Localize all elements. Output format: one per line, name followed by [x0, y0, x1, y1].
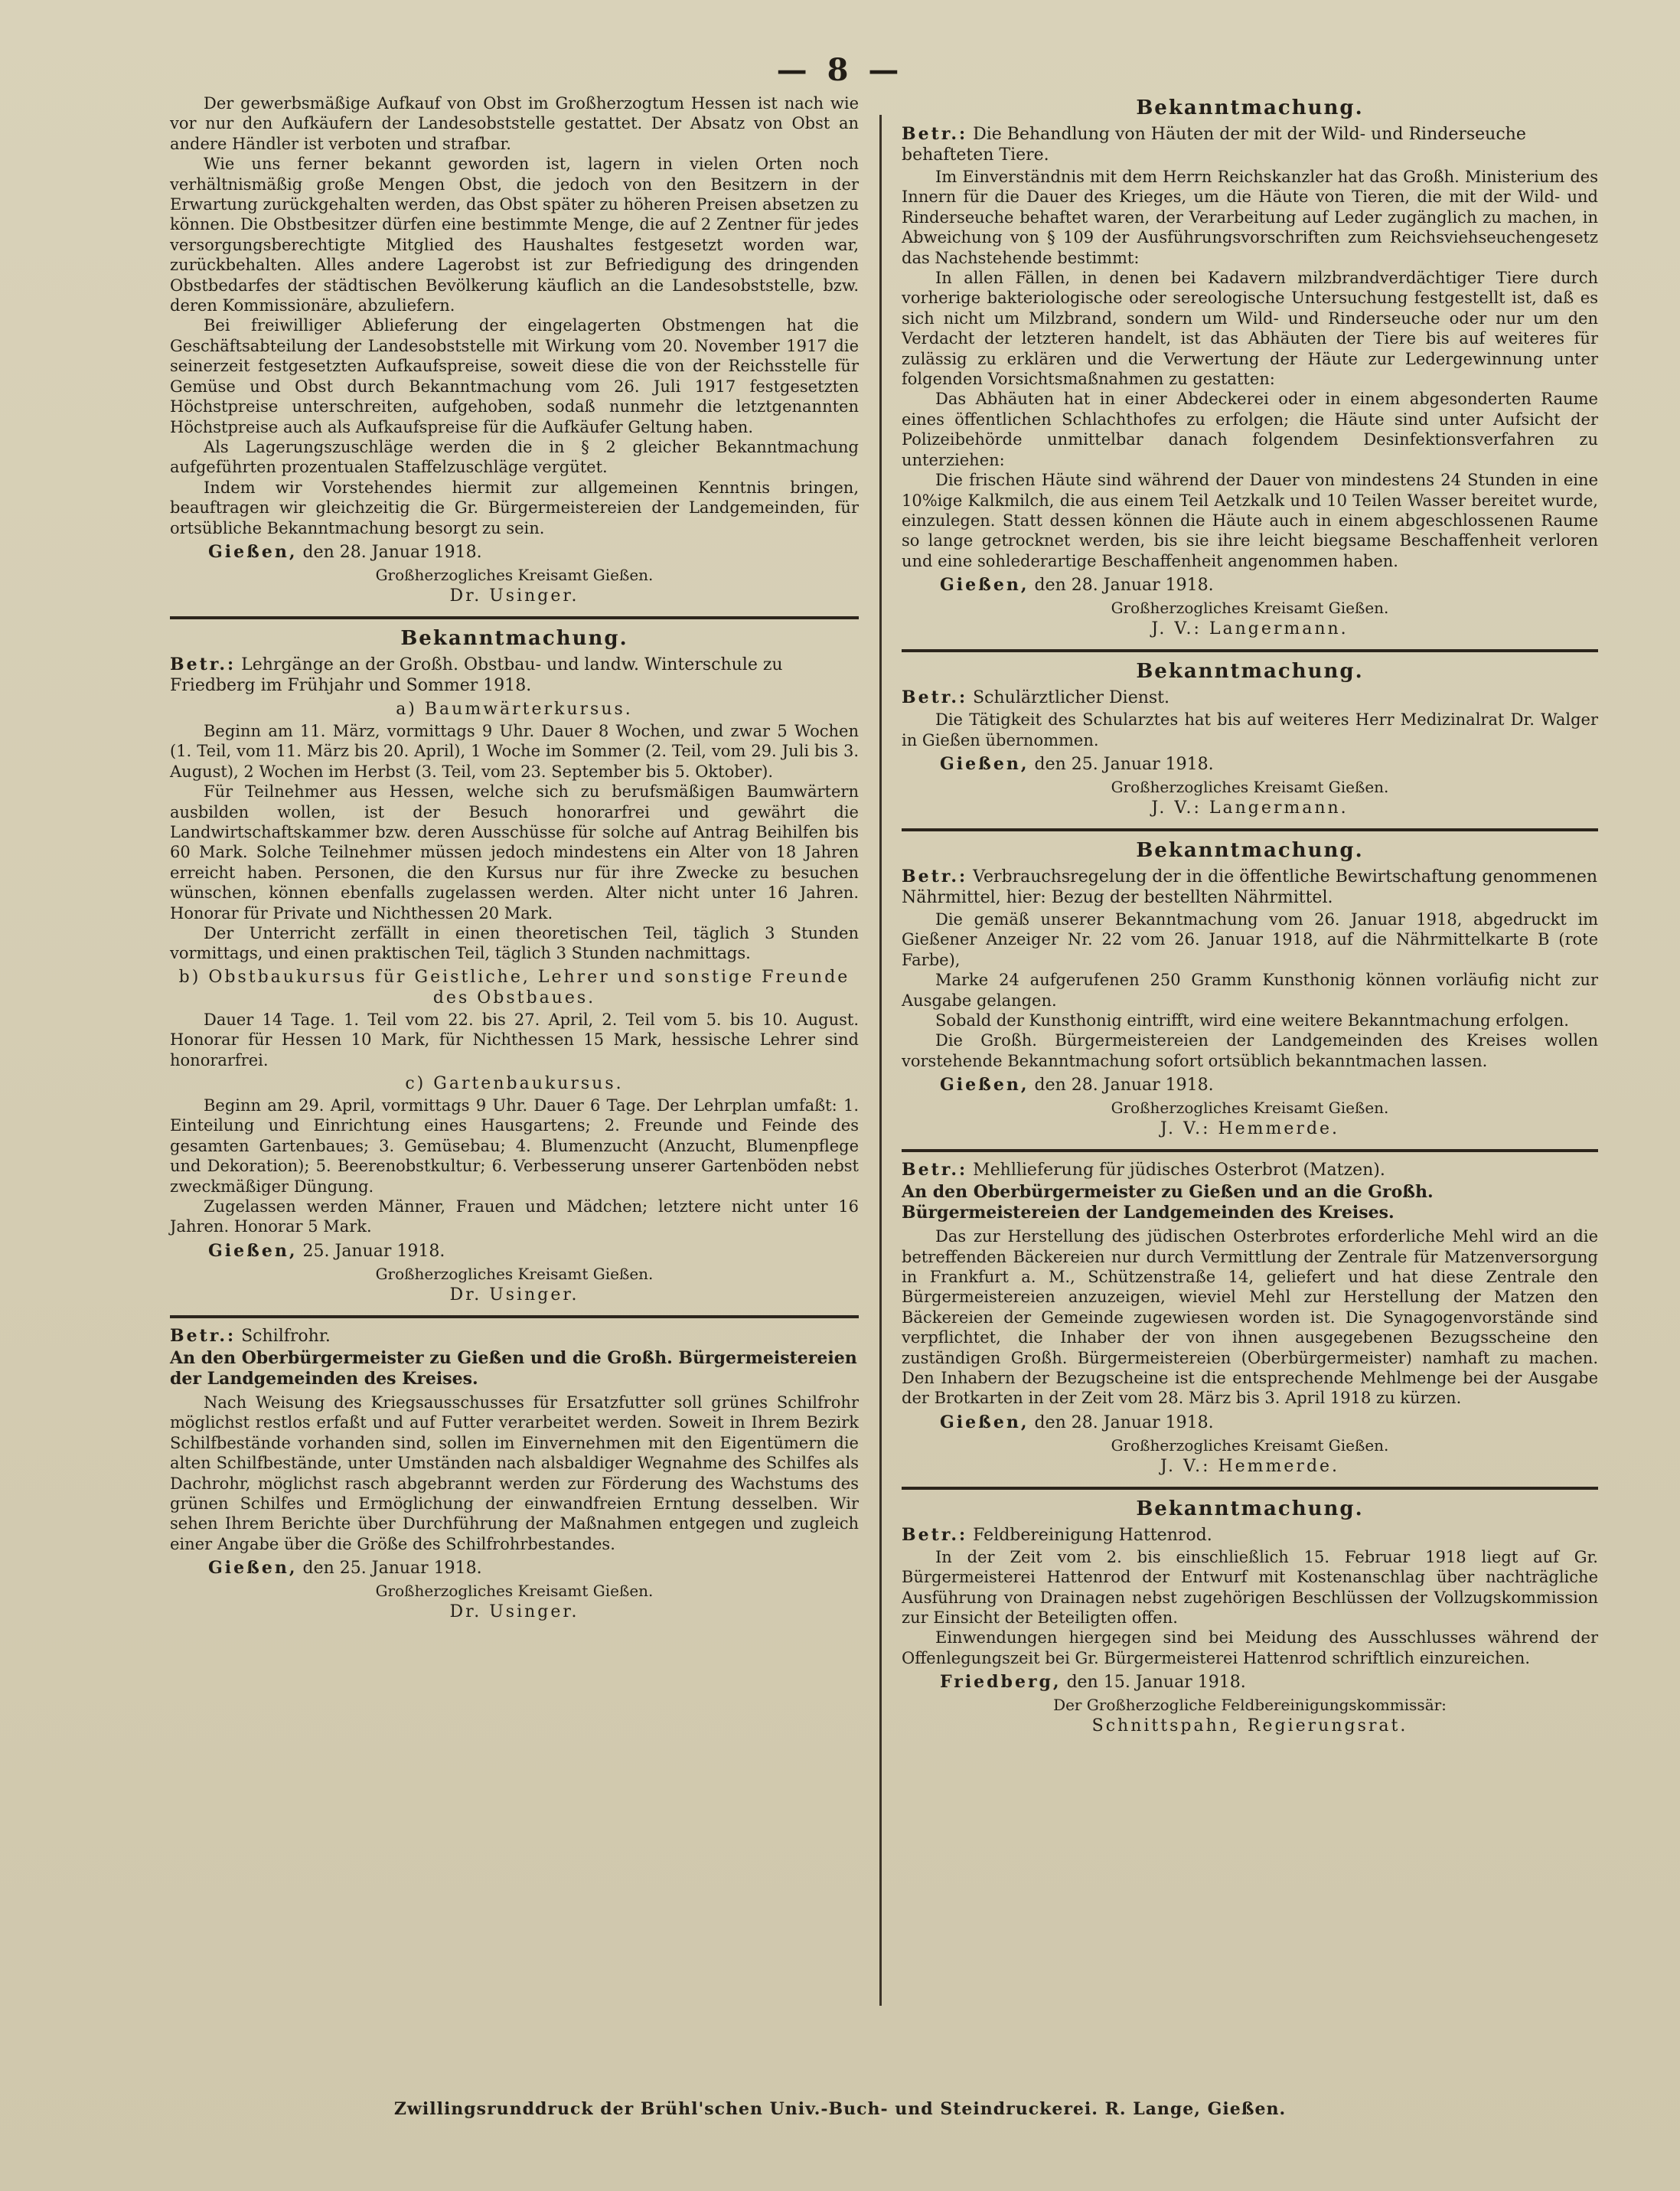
signature: Dr. Usinger. [449, 586, 579, 606]
paragraph: Als Lagerungszuschläge werden die in § 2 gleicher Bekanntmachung aufgeführten prozentualen Staffelzuschläge vergütet. [170, 437, 859, 477]
notice-lehrgaenge [170, 627, 859, 1306]
signature: J. V.: Langermann. [1151, 619, 1349, 639]
place-date [208, 1557, 859, 1579]
date: den 28. Januar 1918. [1034, 1412, 1214, 1432]
notice-haeute [902, 96, 1598, 640]
section-rule [902, 828, 1598, 831]
section-rule [170, 1315, 859, 1318]
subject-line [902, 867, 1598, 908]
issuing-office: Großherzogliches Kreisamt Gießen. [375, 1264, 654, 1283]
notice-body [902, 909, 1598, 1071]
signature: J. V.: Langermann. [1151, 798, 1349, 818]
paragraph: Nach Weisung des Kriegsausschusses für Ersatzfutter soll grünes Schilfrohr möglichst restlos erfaßt und auf Futter verarbeitet werden. Soweit in Ihrem Bezirk Schilfbestände vorhanden sind, sollen im Einvernehmen mit den Eigentümern die alten Schilfbestände, unter Umständen nach alsbaldiger Wegnahme des Schilfes als Dachrohr, möglichst rasch abgebrannt werden zur Förderung des Wachstums des grünen Schilfes und Ermöglichung der einwandfreien Erntung desselben. Wir sehen Ihrem Berichte über Durchführung der Maßnahmen entgegen und zugleich einer Angabe über die Größe des Schilfrohrbestandes. [170, 1393, 859, 1553]
paragraph: Die Tätigkeit des Schularztes hat bis auf weiteres Herr Medizinalrat Dr. Walger in Gießen übernommen. [902, 710, 1598, 749]
date: 25. Januar 1918. [302, 1241, 445, 1261]
paragraph: Die gemäß unserer Bekanntmachung vom 26. Januar 1918, abgedruckt im Gießener Anzeiger Nr. 22 vom 26. Januar 1918, auf die Nährmittelkarte B (rote Farbe), [902, 909, 1598, 969]
paragraph: Das Abhäuten hat in einer Abdeckerei oder in einem abgesonderten Raume eines öffentlichen Schlachthofes zu erfolgen; die Häute sind unter Aufsicht der Polizeibehörde unmittelbar danach folgendem Desinfektionsverfahren zu unterziehen: [902, 390, 1598, 469]
place-name: Gießen, [940, 575, 1029, 596]
place-name: Gießen, [208, 1558, 298, 1579]
signature: J. V.: Hemmerde. [1160, 1119, 1340, 1139]
notice-feldbereinigung [902, 1497, 1598, 1737]
subject-label: Betr.: [902, 1160, 968, 1180]
place-date [208, 1240, 859, 1262]
paragraph: Für Teilnehmer aus Hessen, welche sich zu berufsmäßigen Baumwärtern ausbilden wollen, ist der Besuch honorarfrei und gewährt die Landwirtschaftskammer bzw. deren Ausschüsse für solche auf Antrag Beihilfen bis 60 Mark. Solche Teilnehmer müssen jedoch mindestens ein Alter von 18 Jahren erreicht haben. Personen, die den Kursus nur für ihre Zwecke zu besuchen wünschen, können ebenfalls zugelassen werden. Alter nicht unter 16 Jahren. Honorar für Private und Nichthessen 20 Mark. [170, 782, 859, 922]
paragraph: Der gewerbsmäßige Aufkauf von Obst im Großherzogtum Hessen ist nach wie vor nur den Aufkäufern der Landesobststelle gestattet. Der Absatz von Obst an andere Händler ist verboten und strafbar. [170, 94, 859, 153]
subject-text: Mehllieferung für jüdisches Osterbrot (Matzen). [973, 1161, 1385, 1180]
place-date [208, 541, 859, 563]
right-column [902, 93, 1598, 1737]
place-date [940, 1412, 1598, 1434]
subject-label: Betr.: [902, 866, 968, 887]
section-rule [902, 1149, 1598, 1152]
notice-matzen [902, 1160, 1598, 1478]
signature: Dr. Usinger. [449, 1602, 579, 1622]
place-name: Gießen, [940, 1412, 1029, 1432]
place-date [940, 753, 1598, 776]
notice-body [170, 93, 859, 538]
subject-text: Schulärztlicher Dienst. [973, 688, 1170, 708]
notice-obst-aufkauf [170, 93, 859, 607]
notice-body [902, 1547, 1598, 1668]
paragraph: Die Großh. Bürgermeistereien der Landgemeinden des Kreises wollen vorstehende Bekanntmachung sofort ortsüblich bekanntmachen lassen. [902, 1031, 1598, 1070]
notice-schilfrohr [170, 1326, 859, 1623]
subject-text: Lehrgänge an der Großh. Obstbau- und landw. Winterschule zu Friedberg im Frühjahr und Sommer 1918. [170, 655, 783, 695]
paragraph: Im Einverständnis mit dem Herrn Reichskanzler hat das Großh. Ministerium des Innern für die Dauer des Krieges, um die Häute von Tieren, die mit der Wild- und Rinderseuche behaftet waren, der Verarbeitung auf Leder zugänglich zu machen, in Abweichung von § 109 der Ausführungsvorschriften zum Reichsviehseuchengesetz das Nachstehende bestimmt: [902, 168, 1598, 267]
notice-body [902, 710, 1598, 750]
subject-text: Feldbereinigung Hattenrod. [973, 1525, 1212, 1545]
section-rule [902, 649, 1598, 652]
subject-line [902, 1160, 1598, 1180]
place-name: Gießen, [940, 753, 1029, 774]
issuing-office: Großherzogliches Kreisamt Gießen. [1111, 777, 1389, 796]
notice-body [902, 1226, 1598, 1409]
addressee: An den Oberbürgermeister zu Gießen und an die Großh. Bürgermeistereien der Landgemeinden des Kreises. [902, 1182, 1434, 1223]
paragraph: Zugelassen werden Männer, Frauen und Mädchen; letztere nicht unter 16 Jahren. Honorar 5 Mark. [170, 1197, 859, 1236]
paragraph: Marke 24 aufgerufenen 250 Gramm Kunsthonig können vorläufig nicht zur Ausgabe gelangen. [902, 971, 1598, 1010]
notice-heading: Bekanntmachung. [1136, 660, 1364, 684]
issuing-office: Großherzogliches Kreisamt Gießen. [1111, 1099, 1389, 1118]
printer-imprint: Zwillingsrunddruck der Brühl'schen Univ.-Buch- und Steindruckerei. R. Lange, Gießen. [393, 2099, 1287, 2119]
date: den 25. Januar 1918. [1034, 754, 1214, 774]
place-date [940, 1074, 1598, 1096]
place-name: Gießen, [208, 541, 298, 562]
paragraph: Indem wir Vorstehendes hiermit zur allgemeinen Kenntnis bringen, beauftragen wir gleichzeitig die Gr. Bürgermeistereien der Landgemeinden, für ortsübliche Bekanntmachung besorgt zu sein. [170, 478, 859, 537]
paragraph: In der Zeit vom 2. bis einschließlich 15. Februar 1918 liegt auf Gr. Bürgermeisterei Hattenrod der Entwurf mit Kostenanschlag über nachträgliche Ausführung von Drainagen nebst zugehörigen Beschlüssen der Vollzugskommission zur Einsicht der Beteiligten offen. [902, 1547, 1598, 1628]
subject-line [170, 655, 859, 696]
place-name: Gießen, [940, 1075, 1029, 1096]
paragraph: Der Unterricht zerfällt in einen theoretischen Teil, täglich 3 Stunden vormittags, und einen praktischen Teil, täglich 3 Stunden nachmittags. [170, 924, 859, 963]
column-divider [879, 115, 882, 2006]
paragraph: Beginn am 11. März, vormittags 9 Uhr. Dauer 8 Wochen, und zwar 5 Wochen (1. Teil, vom 11. März bis 20. April), 1 Woche im Sommer (2. Teil, vom 29. Juli bis 3. August), 2 Wochen im Herbst (3. Teil, vom 23. September bis 5. Oktober). [170, 721, 859, 781]
notice-naehrmittel [902, 839, 1598, 1140]
signature: Dr. Usinger. [449, 1285, 579, 1304]
notice-heading: Bekanntmachung. [1136, 1497, 1364, 1520]
notice-heading: Bekanntmachung. [1136, 96, 1364, 119]
place-name: Gießen, [208, 1240, 298, 1261]
subject-label: Betr.: [902, 1524, 968, 1545]
paragraph: Bei freiwilliger Ablieferung der eingelagerten Obstmengen hat die Geschäftsabteilung der Landesobststelle mit Wirkung vom 20. November 1917 die seinerzeit festgesetzten Aufkaufspreise, soweit diese die von der Reichsstelle für Gemüse und Obst durch Bekanntmachung vom 26. Juli 1917 festgesetzten Höchstpreise unterschreiten, aufgehoben, sodaß nunmehr die letztgenannten Höchstpreise auch als Aufkaufspreise für die Aufkäufer Geltung haben. [170, 316, 859, 436]
notice-body [170, 1096, 859, 1237]
place-date [940, 574, 1598, 596]
subject-label: Betr.: [170, 654, 237, 674]
signature: J. V.: Hemmerde. [1160, 1456, 1340, 1476]
course-heading-c: c) Gartenbaukursus. [405, 1074, 624, 1094]
notice-body [170, 1010, 859, 1070]
issuing-office: Großherzogliches Kreisamt Gießen. [375, 565, 654, 584]
section-rule [170, 616, 859, 619]
date: den 28. Januar 1918. [302, 542, 482, 562]
notice-heading: Bekanntmachung. [1136, 838, 1364, 862]
subject-line [902, 687, 1598, 708]
paragraph: Sobald der Kunsthonig eintrifft, wird eine weitere Bekanntmachung erfolgen. [935, 1011, 1569, 1030]
notice-schularzt [902, 660, 1598, 819]
issuing-office: Der Großherzogliche Feldbereinigungskommissär: [1053, 1696, 1447, 1715]
notice-body [902, 167, 1598, 571]
issuing-office: Großherzogliches Kreisamt Gießen. [1111, 1435, 1389, 1455]
course-heading-a: a) Baumwärterkursus. [396, 699, 633, 719]
signature: Schnittspahn, Regierungsrat. [1091, 1716, 1408, 1736]
subject-line [902, 1525, 1598, 1546]
paragraph: Beginn am 29. April, vormittags 9 Uhr. Dauer 6 Tage. Der Lehrplan umfaßt: 1. Einteilung und Einrichtung eines Hausgartens; 2. Freunde und Feinde des gesamten Gartenbaues; 3. Gemüsebau; 4. Blumenzucht (Anzucht, Blumenpflege und Dekoration); 5. Beerenobstkultur; 6. Verbesserung unserer Gartenböden nebst zweckmäßiger Düngung. [170, 1096, 859, 1196]
date: den 15. Januar 1918. [1066, 1673, 1246, 1693]
subject-label: Betr.: [170, 1325, 237, 1346]
subject-text: Verbrauchsregelung der in die öffentliche Bewirtschaftung genommenen Nährmittel, hier: Bezug der bestellten Nährmittel. [902, 867, 1598, 907]
date: den 28. Januar 1918. [1034, 576, 1214, 596]
paragraph: Wie uns ferner bekannt geworden ist, lagern in vielen Orten noch verhältnismäßig große Mengen Obst, die jedoch von den Besitzern in der Erwartung zurückgehalten werden, das Obst später zu höheren Preisen absetzen zu können. Die Obstbesitzer dürfen eine bestimmte Menge, die auf 2 Zentner für jedes versorgungsberechtigte Mitglied des Haushaltes festgesetzt worden war, zurückbehalten. Alles andere Lagerobst ist zur Befriedigung des dringenden Obstbedarfes der städtischen Bevölkerung käuflich an die Landesobststelle, bzw. deren Kommissionäre, abzuliefern. [170, 155, 859, 315]
notice-heading: Bekanntmachung. [400, 626, 628, 650]
date: den 25. Januar 1918. [302, 1559, 482, 1579]
paragraph: Dauer 14 Tage. 1. Teil vom 22. bis 27. April, 2. Teil vom 5. bis 10. August. Honorar für Hessen 10 Mark, für Nichthessen 15 Mark, hessische Lehrer sind honorarfrei. [170, 1010, 859, 1069]
notice-body [170, 1393, 859, 1554]
place-name: Friedberg, [940, 1672, 1062, 1693]
place-date [940, 1671, 1598, 1693]
issuing-office: Großherzogliches Kreisamt Gießen. [1111, 599, 1389, 618]
paragraph: Die frischen Häute sind während der Dauer von mindestens 24 Stunden in eine 10%ige Kalkmilch, die aus einem Teil Aetzkalk und 10 Teilen Wasser bereitet wurde, einzulegen. Statt dessen können die Häute auch in einem abgeschlossenen Raume so lange getrocknet werden, bis sie ihre leicht biegsame Beschaffenheit verloren und eine sohlederartige Beschaffenheit angenommen haben. [902, 471, 1598, 570]
paragraph: Das zur Herstellung des jüdischen Osterbrotes erforderliche Mehl wird an die betreffenden Bäckereien nur durch Vermittlung der Zentrale für Matzenversorgung in Frankfurt a. M., Schützenstraße 14, geliefert und hat diese Zentrale den Bürgermeistereien anzuzeigen, wieviel Mehl zur Herstellung der Matzen den Bäckereien der Gemeinde zugewiesen worden ist. Die Synagogenvorstände sind verpflichtet, die Inhaber der von ihnen ausgegebenen Bezugsscheine den zuständigen Großh. Bürgermeistereien (Oberbürgermeister) namhaft zu machen. Den Inhabern der Bezugscheine ist die entsprechende Mehlmenge bei der Ausgabe der Brotkarten in der Zeit vom 28. März bis 3. April 1918 zu kürzen. [902, 1227, 1598, 1408]
subject-text: Die Behandlung von Häuten der mit der Wild- und Rinderseuche behafteten Tiere. [902, 125, 1526, 165]
subject-label: Betr.: [902, 687, 968, 708]
paragraph: Einwendungen hiergegen sind bei Meidung des Ausschlusses während der Offenlegungszeit bei Gr. Bürgermeisterei Hattenrod schriftlich einzureichen. [902, 1628, 1598, 1667]
course-heading-b: b) Obstbaukursus für Geistliche, Lehrer und sonstige Freunde des Obstbaues. [178, 967, 850, 1007]
subject-line [170, 1326, 859, 1347]
page-number: — 8 — [776, 52, 904, 88]
subject-label: Betr.: [902, 124, 968, 144]
issuing-office: Großherzogliches Kreisamt Gießen. [375, 1582, 654, 1601]
paragraph: In allen Fällen, in denen bei Kadavern milzbrandverdächtiger Tiere durch vorherige bakteriologische oder sereologische Untersuchung festgestellt ist, daß es sich nicht um Milzbrand, sondern um Wild- und Rinderseuche oder nur um den Verdacht der letzteren handelt, ist das Abhäuten der Tiere bis auf weiteres für zulässig zu erklären und die Verwertung der Häute zur Ledergewinnung unter folgenden Vorsichtsmaßnahmen zu gestatten: [902, 269, 1598, 389]
notice-body [170, 721, 859, 964]
section-rule [902, 1487, 1598, 1490]
date: den 28. Januar 1918. [1034, 1076, 1214, 1096]
subject-text: Schilfrohr. [241, 1326, 331, 1346]
addressee: An den Oberbürgermeister zu Gießen und die Großh. Bürgermeistereien der Landgemeinden des Kreises. [170, 1347, 857, 1389]
subject-line [902, 124, 1598, 165]
left-column [170, 93, 859, 1623]
